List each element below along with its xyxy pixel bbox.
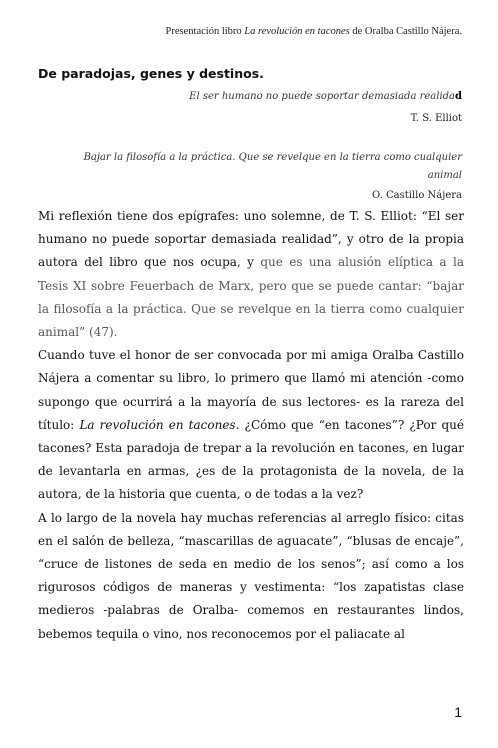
paragraph-3: A lo largo de la novela hay muchas referencias al arreglo físico: citas en el salón de belleza, “mascarillas de aguacate”, “blusas de encaje”, “cruce de listones de seda en medio de los senos”; así como a los rigurosos códigos de maneras y vestimenta: “los zapatistas clase medieros -palabras de Oralba- comemos en restaurantes lindos, bebemos tequila o vino, nos reconocemos por el paliacate al bbox=[38, 510, 464, 641]
paragraph-2-book-title: La revolución en tacones bbox=[79, 417, 236, 432]
section-title: De paradojas, genes y destinos. bbox=[38, 66, 264, 81]
epigraph-2-author: O. Castillo Nájera bbox=[372, 190, 462, 201]
paragraph-1-part-a: Mi reflexión tiene dos epígrafes: uno solemne, de T. S. Elliot: “El ser humano no puede soportar demasiada realidad”, y otro de la propia autora del libro que nos ocupa, y bbox=[38, 209, 464, 270]
paragraph-2-part-a: Cuando tuve el honor de ser convocada por mi amiga Oralba Castillo Nájera a comentar su libro, lo primero que llamó mi atención -como supongo que ocurrirá a la mayoría de sus lectores- es la rareza del título: bbox=[38, 348, 464, 432]
header-suffix: de Oralba Castillo Nájera. bbox=[349, 26, 462, 37]
running-header bbox=[36, 26, 462, 37]
header-prefix: Presentación libro bbox=[165, 26, 245, 37]
epigraph-1-quote-main: El ser humano no puede soportar demasiada realida bbox=[189, 91, 455, 102]
paragraph-1 bbox=[38, 205, 464, 344]
page-number: 1 bbox=[454, 704, 462, 720]
epigraph-1-author: T. S. Elliot bbox=[410, 113, 462, 124]
paragraph-2-part-b: . ¿Cómo que “en tacones”? ¿Por qué tacones? Esta paradoja de trepar a la revolución en tacones, en lugar de levantarla en armas, ¿es de la protagonista de la novela, de la autora, de la historia que cuenta, o de todas a la vez? bbox=[38, 417, 464, 502]
header-book-title: La revolución en tacones bbox=[244, 26, 350, 37]
paragraph-2 bbox=[38, 344, 464, 506]
epigraph-2-quote: Bajar la filosofía a la práctica. Que se revelque en la tierra como cualquier animal bbox=[83, 152, 462, 181]
paragraph-1-part-b: que es una alusión elíptica a la Tesis XI sobre Feuerbach de Marx, pero que se puede cantar: “bajar la filosofía a la práctica. Que se revelque en la tierra como cualquier animal” (47). bbox=[38, 255, 464, 340]
epigraph-1-quote bbox=[60, 91, 462, 102]
body-text bbox=[38, 205, 464, 646]
epigraph-1-quote-end: d bbox=[455, 91, 462, 102]
